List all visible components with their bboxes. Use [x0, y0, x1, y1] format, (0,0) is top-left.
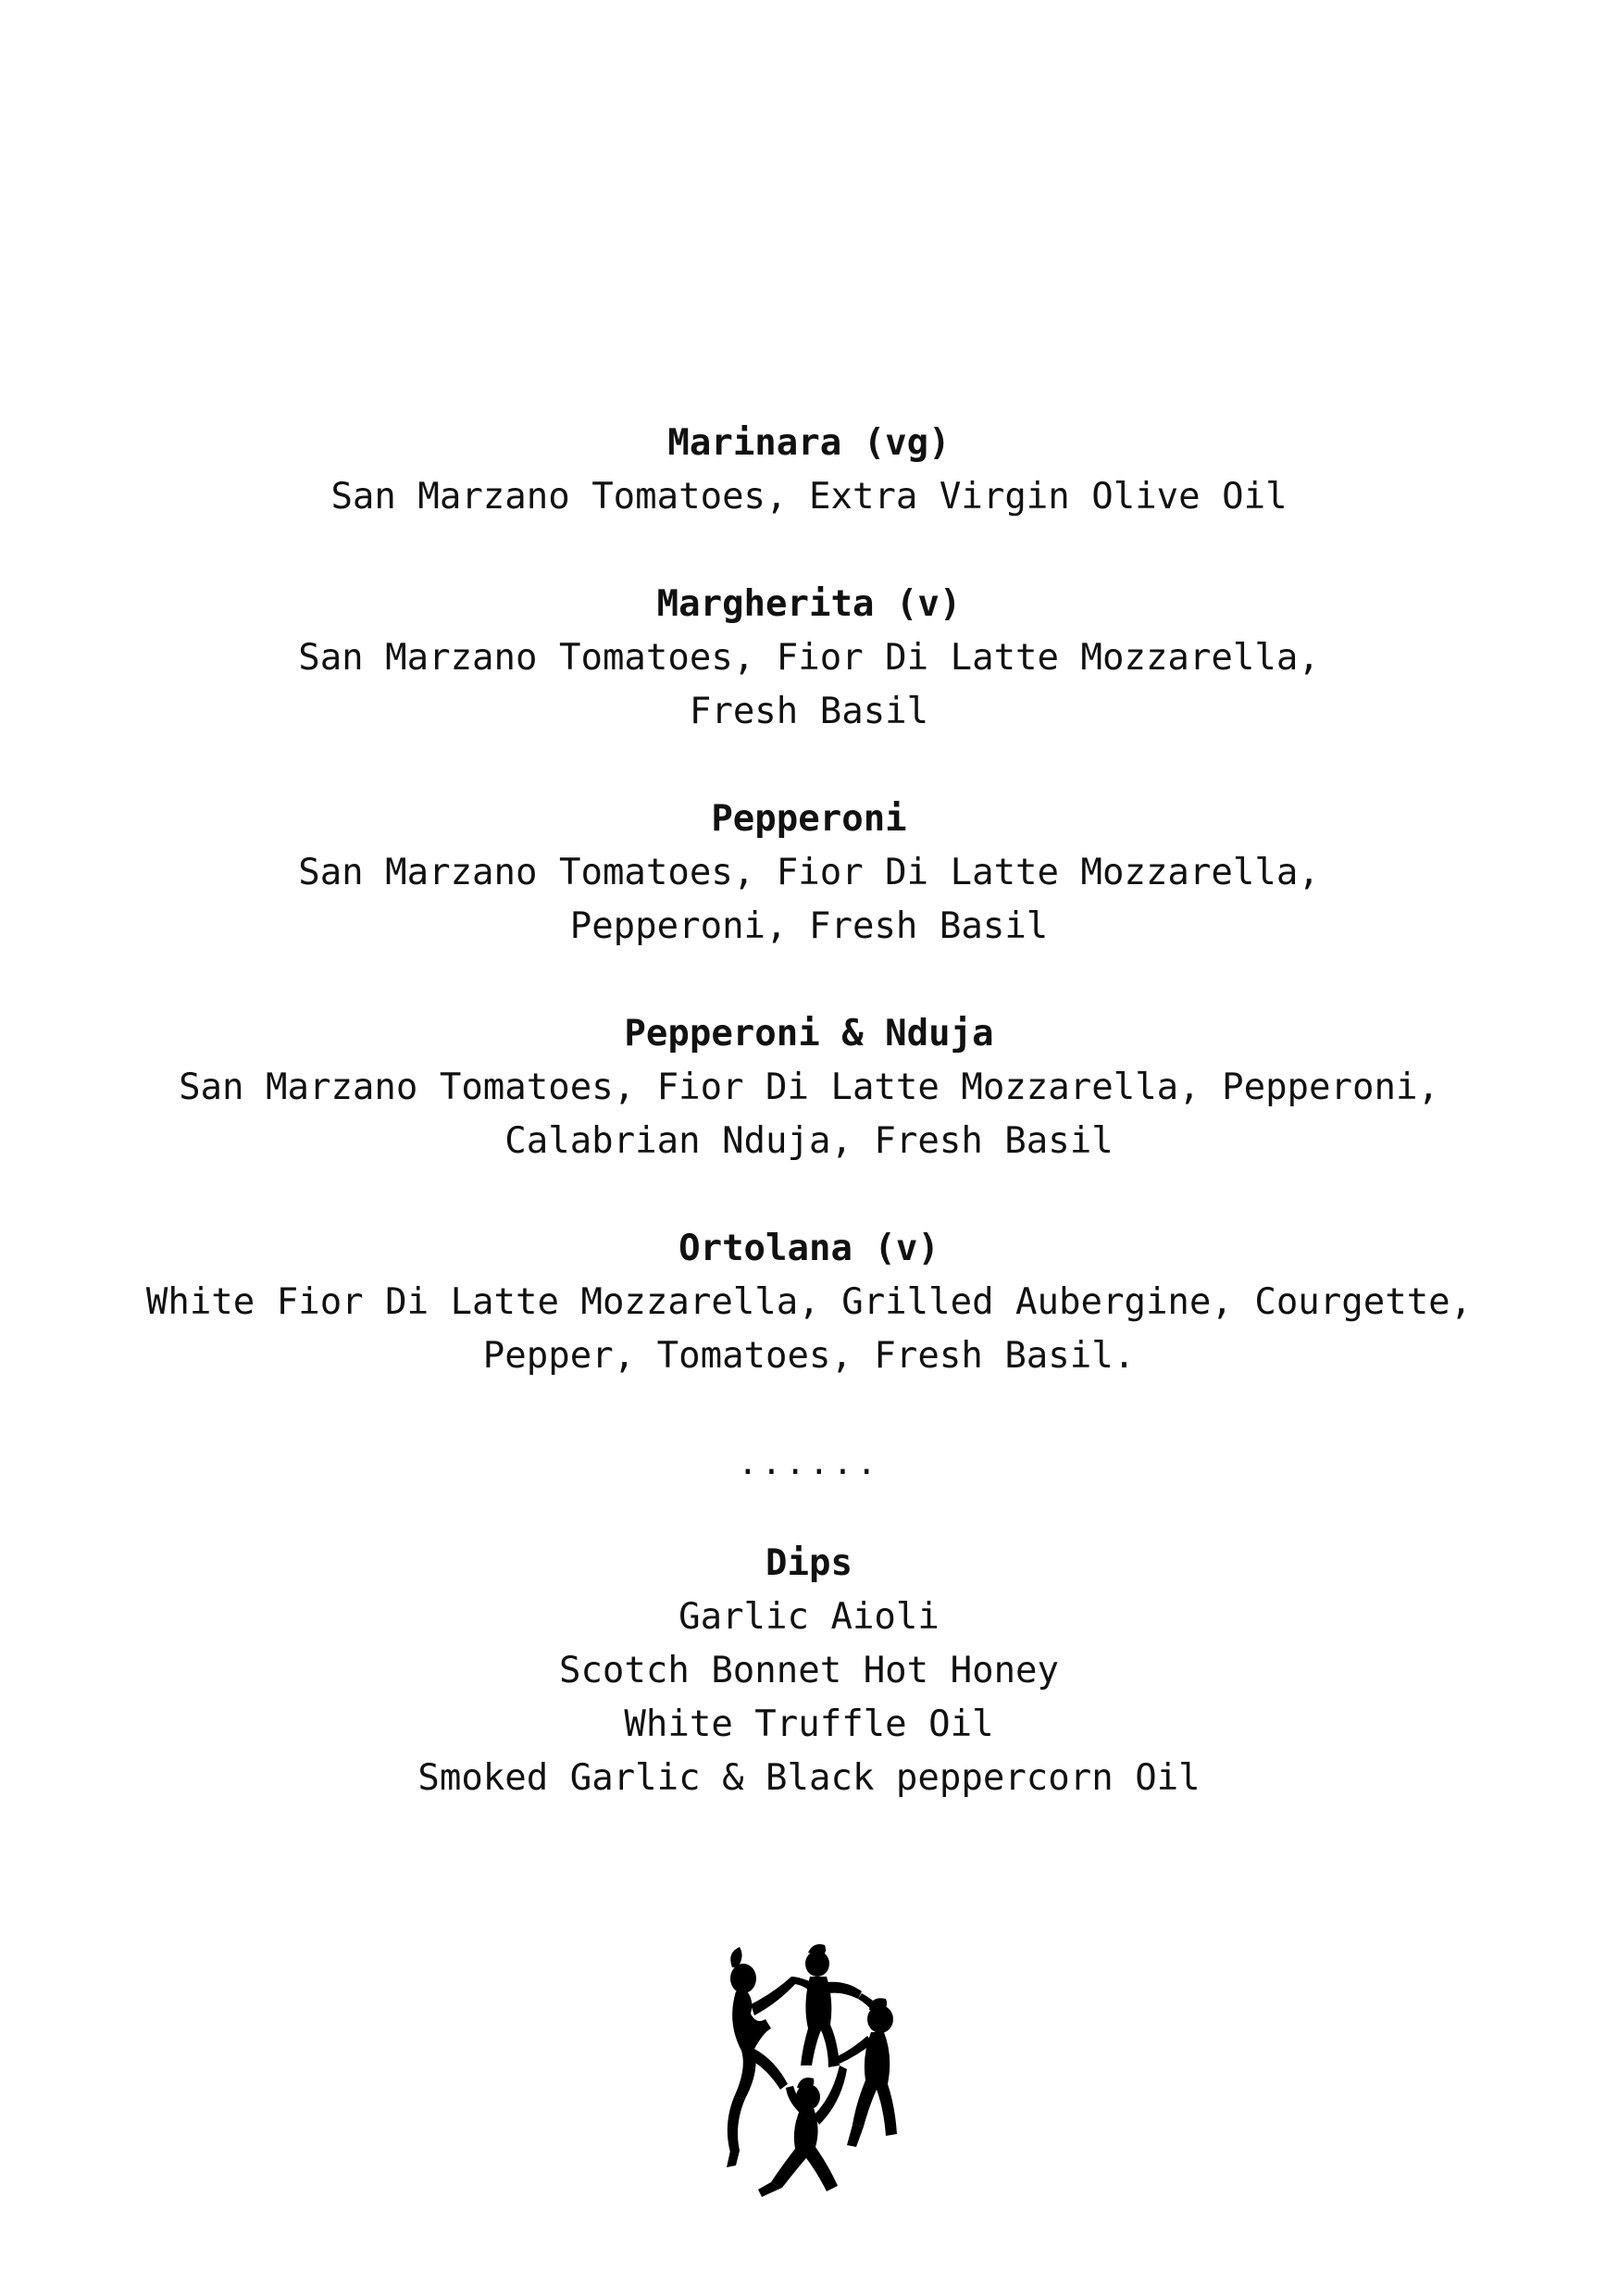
menu-item-pepperoni	[0, 792, 1618, 954]
item-name: Marinara (vg)	[667, 422, 951, 464]
dip-item: Scotch Bonnet Hot Honey	[558, 1650, 1060, 1691]
section-separator: ......	[737, 1444, 881, 1482]
pizza-menu	[0, 417, 1618, 1805]
dip-item: Smoked Garlic & Black peppercorn Oil	[417, 1757, 1201, 1799]
item-description: San Marzano Tomatoes, Fior Di Latte Mozzarella, Fresh Basil	[298, 637, 1320, 732]
menu-item-ortolana	[0, 1222, 1618, 1383]
dip-item: White Truffle Oil	[624, 1703, 994, 1745]
item-name: Ortolana (v)	[678, 1228, 940, 1269]
dips-section	[0, 1537, 1618, 1805]
item-description: San Marzano Tomatoes, Extra Virgin Olive Oil	[330, 476, 1288, 518]
figure-bottom	[758, 2065, 847, 2197]
menu-item-pepperoni-nduja	[0, 1007, 1618, 1168]
item-description: San Marzano Tomatoes, Fior Di Latte Mozzarella, Pepperoni, Fresh Basil	[298, 852, 1320, 947]
item-description: White Fior Di Latte Mozzarella, Grilled Aubergine, Courgette, Pepper, Tomatoes, Fresh Basil.	[145, 1281, 1473, 1377]
dips-title: Dips	[765, 1542, 853, 1584]
item-name: Pepperoni & Nduja	[624, 1013, 994, 1054]
figure-left	[727, 1947, 797, 2167]
item-name: Margherita (v)	[656, 583, 962, 625]
menu-item-marinara	[0, 417, 1618, 524]
item-name: Pepperoni	[711, 798, 907, 840]
logo-graphic	[699, 1940, 921, 2208]
menu-item-margherita	[0, 578, 1618, 739]
item-description: San Marzano Tomatoes, Fior Di Latte Mozzarella, Pepperoni, Calabrian Nduja, Fresh Basil	[179, 1067, 1439, 1162]
dancing-figures-icon	[699, 1940, 921, 2208]
dip-item: Garlic Aioli	[678, 1596, 940, 1638]
